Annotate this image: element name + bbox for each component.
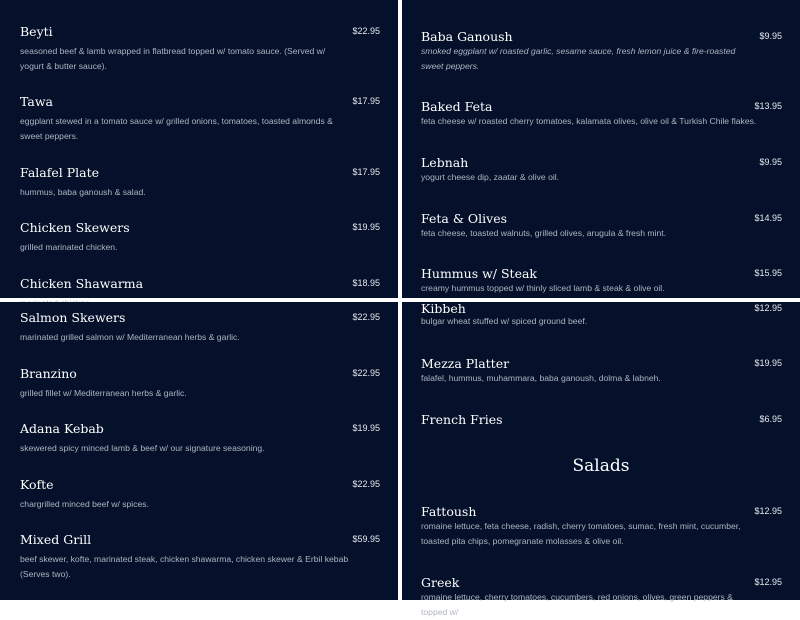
- menu-item-price: $9.95: [759, 31, 782, 41]
- menu-item-price: $22.95: [352, 368, 380, 378]
- menu-panel-top-right: [402, 0, 800, 298]
- menu-item-description: feta cheese, toasted walnuts, grilled olives, arugula & fresh mint.: [421, 228, 667, 238]
- menu-item-description: falafel, hummus, muhammara, baba ganoush, dolma & labneh.: [421, 373, 661, 383]
- menu-item-description: eggplant stewed in a tomato sauce w/ grilled onions, tomatoes, toasted almonds & sweet peppers.: [20, 116, 333, 141]
- menu-item-price: $17.95: [352, 96, 380, 106]
- menu-item-name: Kibbeh: [421, 301, 466, 316]
- menu-item-description: marinated grilled salmon w/ Mediterranean herbs & garlic.: [20, 332, 240, 342]
- menu-item-price: $14.95: [754, 213, 782, 223]
- menu-item-description: seasoned beef & lamb wrapped in flatbread topped w/ tomato sauce. (Served w/ yogurt & butter sauce).: [20, 46, 326, 71]
- menu-item-description: smoked eggplant w/ roasted garlic, sesame sauce, fresh lemon juice & fire-roasted sweet peppers.: [421, 46, 736, 71]
- menu-item-price: $19.95: [352, 423, 380, 433]
- menu-item-price: $12.95: [754, 303, 782, 313]
- menu-item-name: Adana Kebab: [20, 421, 104, 436]
- menu-item-price: $12.95: [754, 506, 782, 516]
- menu-item-price: $9.95: [759, 157, 782, 167]
- menu-item-name: Hummus w/ Steak: [421, 266, 537, 281]
- menu-item-description: romaine lettuce, cherry tomatoes, cucumbers, red onions, olives, green peppers & topped w/: [421, 592, 733, 617]
- menu-item-price: $19.95: [352, 222, 380, 232]
- menu-item-price: $22.95: [352, 479, 380, 489]
- menu-item-price: $59.95: [352, 534, 380, 544]
- menu-item-description: bulgar wheat stuffed w/ spiced ground beef.: [421, 316, 588, 326]
- menu-item-description: feta cheese w/ roasted cherry tomatoes, kalamata olives, olive oil & Turkish Chile flakes.: [421, 116, 757, 126]
- menu-item-description: hummus, baba ganoush & salad.: [20, 187, 146, 197]
- menu-item-description: chargrilled minced beef w/ spices.: [20, 499, 149, 509]
- menu-item-price: $18.95: [352, 278, 380, 288]
- menu-item-description: creamy hummus topped w/ thinly sliced lamb & steak & olive oil.: [421, 283, 665, 293]
- menu-item-price: $6.95: [759, 414, 782, 424]
- menu-item-description: grilled fillet w/ Mediterranean herbs & garlic.: [20, 388, 187, 398]
- menu-item-name: Chicken Skewers: [20, 220, 130, 235]
- menu-item-name: Mixed Grill: [20, 532, 92, 547]
- menu-item-name: Mezza Platter: [421, 356, 510, 371]
- menu-item-name: French Fries: [421, 412, 503, 427]
- menu-item-name: Chicken Shawarma: [20, 276, 144, 291]
- menu-panel-bottom-left: [0, 302, 398, 600]
- menu-item-description: beef skewer, kofte, marinated steak, chicken shawarma, chicken skewer & Erbil kebab (Serves two).: [20, 554, 349, 579]
- menu-item-price: $13.95: [754, 101, 782, 111]
- menu-item-price: $22.95: [352, 26, 380, 36]
- menu-item-price: $22.95: [352, 312, 380, 322]
- menu-item-price: $19.95: [754, 358, 782, 368]
- section-heading-salads: Salads: [572, 456, 630, 476]
- menu-item-name: Branzino: [20, 366, 77, 381]
- menu-item-price: $12.95: [754, 577, 782, 587]
- menu-item-name: Baba Ganoush: [421, 29, 513, 44]
- menu-item-price: $15.95: [754, 268, 782, 278]
- menu-item-name: Beyti: [20, 24, 53, 39]
- menu-item-name: Fattoush: [421, 504, 477, 519]
- menu-item-name: Lebnah: [421, 155, 469, 170]
- menu-item-name: Salmon Skewers: [20, 310, 126, 325]
- menu-item-description: romaine lettuce, feta cheese, radish, cherry tomatoes, sumac, fresh mint, cucumber, toasted pita chips, pomegranate molasses & olive oil.: [421, 521, 741, 546]
- menu-item-description: yogurt cheese dip, zaatar & olive oil.: [421, 172, 560, 182]
- menu-item-description: skewered spicy minced lamb & beef w/ our signature seasoning.: [20, 443, 265, 453]
- menu-panel-top-left: [0, 0, 398, 298]
- menu-item-name: Falafel Plate: [20, 165, 100, 180]
- menu-item-name: Greek: [421, 575, 460, 590]
- menu-item-name: Feta & Olives: [421, 211, 508, 226]
- menu-item-price: $17.95: [352, 167, 380, 177]
- menu-item-name: Baked Feta: [421, 99, 493, 114]
- menu-item-name: Tawa: [20, 94, 53, 109]
- menu-item-description: grilled marinated chicken.: [20, 242, 118, 252]
- menu-panel-bottom-right: [402, 301, 800, 617]
- menu-item-name: Kofte: [20, 477, 54, 492]
